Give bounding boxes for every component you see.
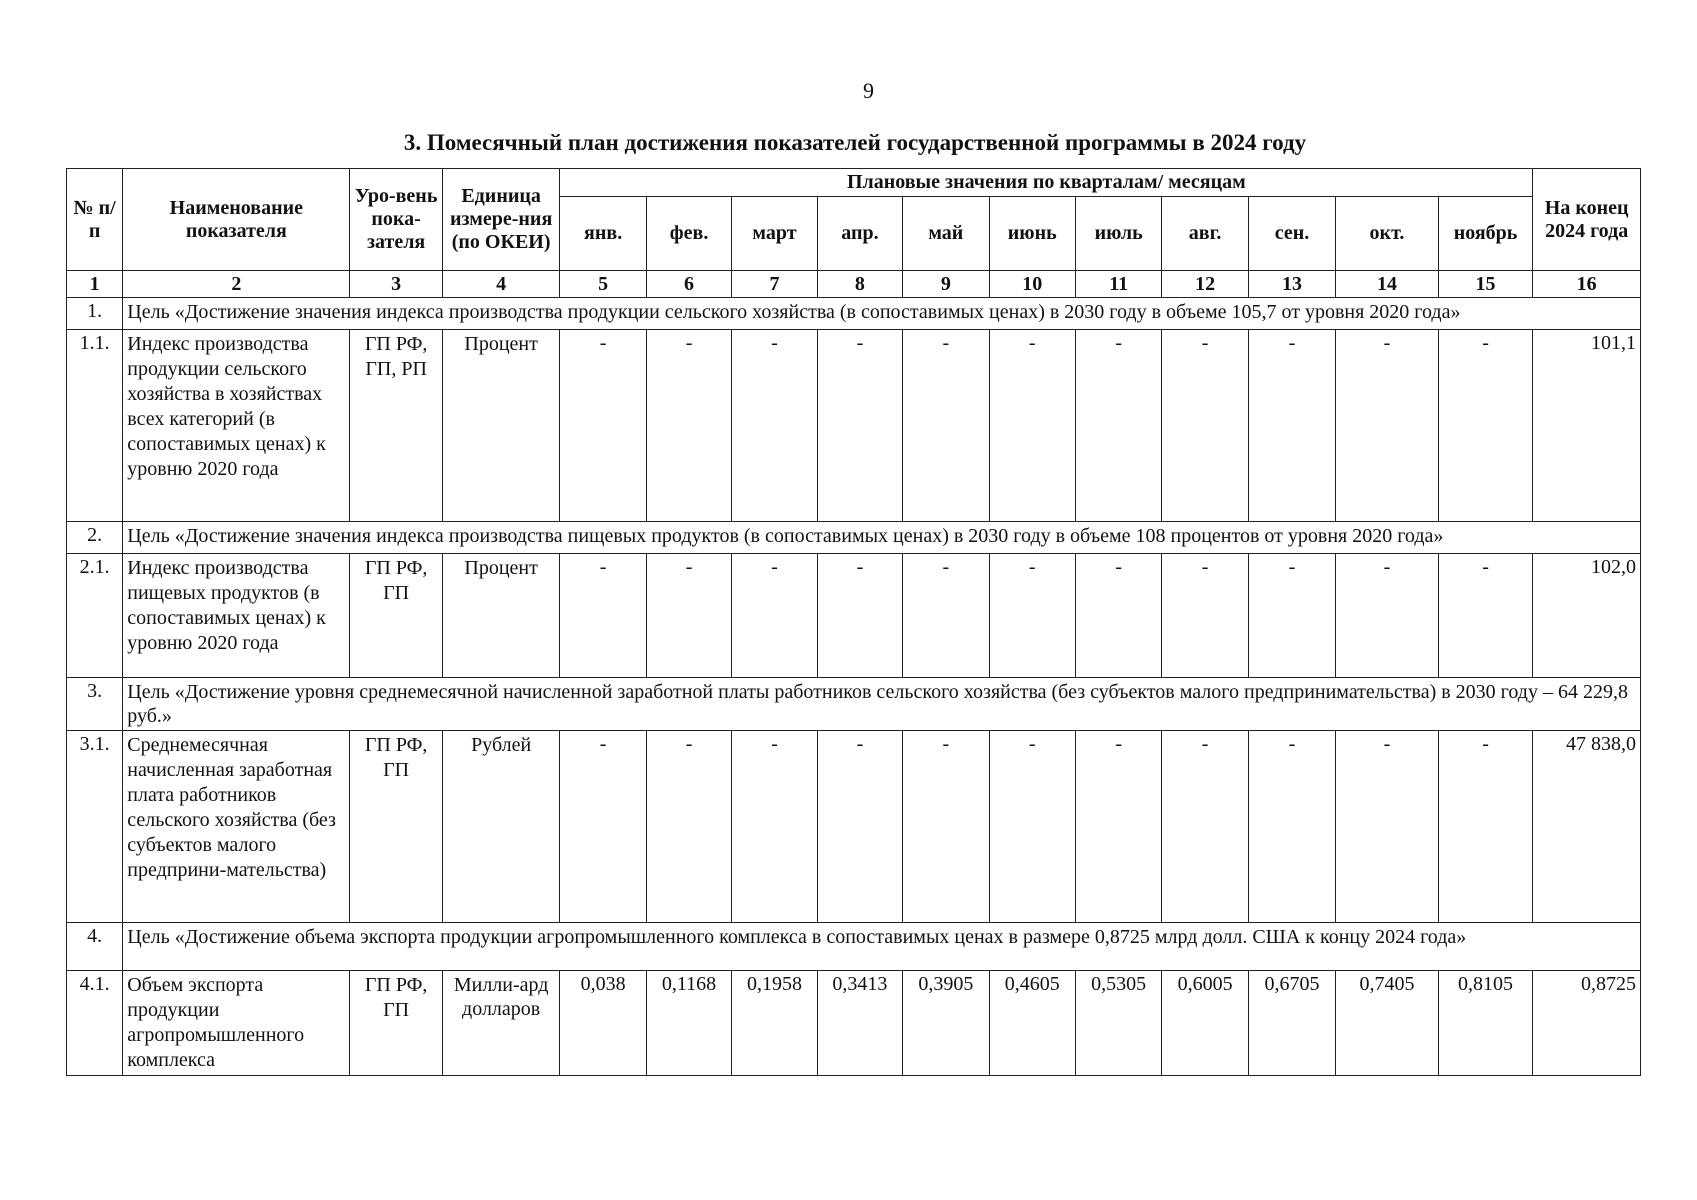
final-value: 0,8725 [1533, 971, 1641, 1076]
monthly-value: 0,5305 [1075, 971, 1161, 1076]
monthly-value: 0,038 [560, 971, 646, 1076]
goal-row [67, 678, 1641, 731]
goal-text: Цель «Достижение уровня среднемесячной начисленной заработной платы работников сельского хозяйства (без субъектов малого предпринимательства) в 2030 году – 64 229,8 руб.» [123, 678, 1641, 731]
header-month: май [903, 197, 989, 271]
goal-text: Цель «Достижение значения индекса производства пищевых продуктов (в сопоставимых ценах) в 2030 году в объеме 108 процентов от уровня 2020 года» [123, 522, 1641, 554]
page-number: 9 [863, 78, 874, 103]
column-number: 3 [350, 271, 442, 298]
column-number: 4 [442, 271, 560, 298]
monthly-value: 0,1958 [732, 971, 817, 1076]
indicator-index: 3.1. [67, 731, 123, 923]
monthly-value: 0,6705 [1248, 971, 1335, 1076]
monthly-value: 0,1168 [646, 971, 731, 1076]
indicator-index: 2.1. [67, 554, 123, 678]
header-month: авг. [1162, 197, 1248, 271]
indicator-unit: Процент [442, 554, 560, 678]
column-number: 1 [67, 271, 123, 298]
monthly-value: - [1336, 330, 1439, 522]
monthly-value: - [817, 330, 902, 522]
header-level: Уро-вень пока-зателя [350, 169, 442, 271]
indicator-name: Объем экспорта продукции агропромышленного комплекса [123, 971, 350, 1076]
monthly-value: - [817, 554, 902, 678]
column-number: 12 [1162, 271, 1248, 298]
header-month: янв. [560, 197, 646, 271]
column-number: 16 [1533, 271, 1641, 298]
monthly-value: - [732, 731, 817, 923]
final-value: 101,1 [1533, 330, 1641, 522]
monthly-value: - [646, 731, 731, 923]
monthly-value: - [646, 554, 731, 678]
indicator-level: ГП РФ, ГП [350, 971, 442, 1076]
header-unit: Единица измере-ния (по ОКЕИ) [442, 169, 560, 271]
monthly-value: - [1438, 554, 1533, 678]
header-month: окт. [1336, 197, 1439, 271]
final-value: 102,0 [1533, 554, 1641, 678]
indicator-name: Индекс производства продукции сельского хозяйства в хозяйствах всех категорий (в сопоставимых ценах) к уровню 2020 года [123, 330, 350, 522]
monthly-value: - [1336, 554, 1439, 678]
column-number: 13 [1248, 271, 1335, 298]
column-number: 14 [1336, 271, 1439, 298]
header-plan: Плановые значения по кварталам/ месяцам [560, 169, 1533, 197]
goal-index: 4. [67, 923, 123, 971]
column-number: 15 [1438, 271, 1533, 298]
header-name: Наименование показателя [123, 169, 350, 271]
monthly-value: - [732, 554, 817, 678]
monthly-value: - [903, 554, 989, 678]
monthly-value: - [560, 554, 646, 678]
header-month: июль [1075, 197, 1161, 271]
indicator-level: ГП РФ, ГП [350, 731, 442, 923]
header-month: ноябрь [1438, 197, 1533, 271]
column-number: 6 [646, 271, 731, 298]
monthly-value: - [1075, 330, 1161, 522]
monthly-value: - [817, 731, 902, 923]
header-month: сен. [1248, 197, 1335, 271]
final-value: 47 838,0 [1533, 731, 1641, 923]
indicator-name: Среднемесячная начисленная заработная плата работников сельского хозяйства (без субъектов малого предприни-мательства) [123, 731, 350, 923]
indicator-name: Индекс производства пищевых продуктов (в сопоставимых ценах) к уровню 2020 года [123, 554, 350, 678]
monthly-value: 0,3905 [903, 971, 989, 1076]
indicator-level: ГП РФ, ГП, РП [350, 330, 442, 522]
header-month: июнь [989, 197, 1075, 271]
indicator-unit: Процент [442, 330, 560, 522]
header-month: фев. [646, 197, 731, 271]
monthly-value: - [1248, 330, 1335, 522]
monthly-value: - [1438, 330, 1533, 522]
monthly-value: - [903, 731, 989, 923]
goal-row [67, 923, 1641, 971]
goal-row [67, 298, 1641, 330]
goal-row [67, 522, 1641, 554]
column-number: 7 [732, 271, 817, 298]
monthly-value: - [989, 554, 1075, 678]
goal-index: 2. [67, 522, 123, 554]
document-title: 3. Помесячный план достижения показателей государственной программы в 2024 году [403, 130, 1307, 155]
monthly-value: 0,7405 [1336, 971, 1439, 1076]
monthly-value: - [1248, 731, 1335, 923]
plan-table [66, 168, 1641, 1076]
column-number: 10 [989, 271, 1075, 298]
goal-index: 3. [67, 678, 123, 731]
monthly-value: - [1162, 330, 1248, 522]
indicator-row [67, 731, 1641, 923]
column-number: 8 [817, 271, 902, 298]
column-number: 11 [1075, 271, 1161, 298]
monthly-value: 0,6005 [1162, 971, 1248, 1076]
goal-text: Цель «Достижение значения индекса производства продукции сельского хозяйства (в сопоставимых ценах) в 2030 году в объеме 105,7 от уровня 2020 года» [123, 298, 1641, 330]
monthly-value: - [646, 330, 731, 522]
indicator-row [67, 330, 1641, 522]
header-month: март [732, 197, 817, 271]
monthly-value: - [1075, 554, 1161, 678]
monthly-value: - [1336, 731, 1439, 923]
indicator-row [67, 554, 1641, 678]
column-number: 2 [123, 271, 350, 298]
indicator-level: ГП РФ, ГП [350, 554, 442, 678]
indicator-unit: Рублей [442, 731, 560, 923]
monthly-value: 0,4605 [989, 971, 1075, 1076]
goal-index: 1. [67, 298, 123, 330]
column-number: 5 [560, 271, 646, 298]
header-final: На конец 2024 года [1533, 169, 1641, 271]
monthly-value: - [989, 731, 1075, 923]
monthly-value: - [1248, 554, 1335, 678]
monthly-value: - [989, 330, 1075, 522]
column-number: 9 [903, 271, 989, 298]
monthly-value: - [903, 330, 989, 522]
indicator-index: 1.1. [67, 330, 123, 522]
monthly-value: - [732, 330, 817, 522]
monthly-value: 0,8105 [1438, 971, 1533, 1076]
monthly-value: - [1162, 731, 1248, 923]
header-month: апр. [817, 197, 902, 271]
monthly-value: - [560, 330, 646, 522]
indicator-unit: Милли-ард долларов [442, 971, 560, 1076]
monthly-value: 0,3413 [817, 971, 902, 1076]
goal-text: Цель «Достижение объема экспорта продукции агропромышленного комплекса в сопоставимых ценах в размере 0,8725 млрд долл. США к концу 2024 года» [123, 923, 1641, 971]
monthly-value: - [560, 731, 646, 923]
monthly-value: - [1075, 731, 1161, 923]
monthly-value: - [1162, 554, 1248, 678]
indicator-row [67, 971, 1641, 1076]
indicator-index: 4.1. [67, 971, 123, 1076]
monthly-value: - [1438, 731, 1533, 923]
header-num: № п/п [67, 169, 123, 271]
